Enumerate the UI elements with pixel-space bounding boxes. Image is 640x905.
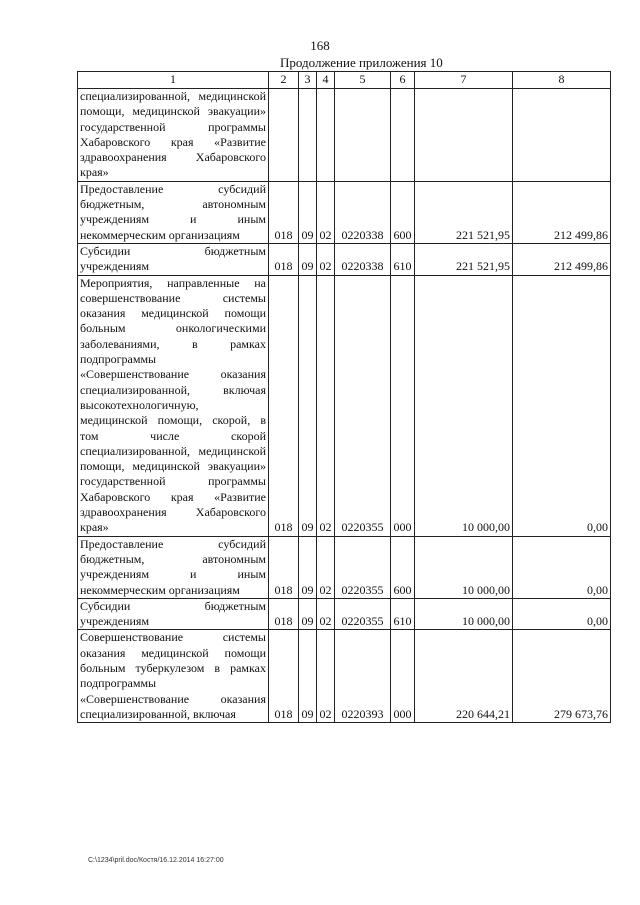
header-col-4: 4 — [317, 72, 335, 89]
row-target-article: 0220355 — [335, 536, 391, 598]
row-section: 09 — [299, 630, 317, 723]
row-amount-2: 0,00 — [513, 598, 611, 630]
row-amount-2: 0,00 — [513, 275, 611, 536]
table-row — [78, 275, 611, 536]
row-expense-type: 000 — [391, 630, 415, 723]
row-subsection: 02 — [317, 630, 335, 723]
appendix-title: Продолжение приложения 10 — [280, 55, 443, 70]
row-ministry-code: 018 — [269, 243, 299, 275]
table-row — [78, 181, 611, 243]
row-ministry-code — [269, 89, 299, 182]
row-section: 09 — [299, 536, 317, 598]
row-subsection — [317, 89, 335, 182]
row-amount-1: 10 000,00 — [415, 536, 513, 598]
row-subsection: 02 — [317, 181, 335, 243]
row-name: Предоставление субсидий бюджетным, автономным учреждениям и иным некоммерческим организациям — [78, 181, 269, 243]
row-section: 09 — [299, 181, 317, 243]
page-number: 168 — [310, 38, 330, 53]
row-ministry-code: 018 — [269, 630, 299, 723]
row-target-article: 0220393 — [335, 630, 391, 723]
header-col-6: 6 — [391, 72, 415, 89]
header-col-1: 1 — [78, 72, 269, 89]
table-row — [78, 630, 611, 723]
row-target-article: 0220355 — [335, 598, 391, 630]
row-expense-type: 610 — [391, 243, 415, 275]
header-col-2: 2 — [269, 72, 299, 89]
row-amount-1: 220 644,21 — [415, 630, 513, 723]
row-ministry-code: 018 — [269, 181, 299, 243]
header-col-5: 5 — [335, 72, 391, 89]
row-section: 09 — [299, 243, 317, 275]
row-amount-1: 221 521,95 — [415, 181, 513, 243]
row-target-article: 0220355 — [335, 275, 391, 536]
row-amount-2 — [513, 89, 611, 182]
row-name: специализированной, медицинской помощи, медицинской эвакуации» государственной программы Хабаровского края «Развитие здравоохранения Хабаровского края» — [78, 89, 269, 182]
row-amount-2: 212 499,86 — [513, 243, 611, 275]
file-path-footer: C:\1234\pril.doc/Костя/16.12.2014 16:27:00 — [88, 857, 224, 864]
row-section: 09 — [299, 275, 317, 536]
row-amount-1: 10 000,00 — [415, 598, 513, 630]
row-name: Субсидии бюджетным учреждениям — [78, 243, 269, 275]
row-amount-1 — [415, 89, 513, 182]
header-col-8: 8 — [513, 72, 611, 89]
row-expense-type: 000 — [391, 275, 415, 536]
row-subsection: 02 — [317, 536, 335, 598]
row-name: Мероприятия, направленные на совершенствование системы оказания медицинской помощи больным онкологическими заболеваниями, в рамках подпрограммы «Совершенствование оказания специализированной, включая высокотехнологичную, медицинской помощи, скорой, в том числе скорой специализированной, медицинской помощи, медицинской эвакуации» государственной программы Хабаровского края «Развитие здравоохранения Хабаровского края» — [78, 275, 269, 536]
row-target-article — [335, 89, 391, 182]
row-ministry-code: 018 — [269, 536, 299, 598]
row-subsection: 02 — [317, 598, 335, 630]
row-expense-type — [391, 89, 415, 182]
row-subsection: 02 — [317, 243, 335, 275]
row-name: Субсидии бюджетным учреждениям — [78, 598, 269, 630]
table-row — [78, 598, 611, 630]
row-amount-2: 279 673,76 — [513, 630, 611, 723]
row-amount-2: 212 499,86 — [513, 181, 611, 243]
header-row — [78, 72, 611, 89]
header-col-3: 3 — [299, 72, 317, 89]
row-target-article: 0220338 — [335, 181, 391, 243]
row-name: Совершенствование системы оказания медицинской помощи больным туберкулезом в рамках подпрограммы «Совершенствование оказания специализированной, включая — [78, 630, 269, 723]
table-row — [78, 89, 611, 182]
row-section: 09 — [299, 598, 317, 630]
table-row — [78, 243, 611, 275]
table-row — [78, 536, 611, 598]
row-amount-2: 0,00 — [513, 536, 611, 598]
row-amount-1: 221 521,95 — [415, 243, 513, 275]
row-section — [299, 89, 317, 182]
row-amount-1: 10 000,00 — [415, 275, 513, 536]
row-ministry-code: 018 — [269, 275, 299, 536]
budget-table — [77, 71, 611, 723]
row-subsection: 02 — [317, 275, 335, 536]
row-target-article: 0220338 — [335, 243, 391, 275]
header-col-7: 7 — [415, 72, 513, 89]
row-expense-type: 610 — [391, 598, 415, 630]
row-expense-type: 600 — [391, 536, 415, 598]
row-expense-type: 600 — [391, 181, 415, 243]
row-ministry-code: 018 — [269, 598, 299, 630]
row-name: Предоставление субсидий бюджетным, автономным учреждениям и иным некоммерческим организациям — [78, 536, 269, 598]
